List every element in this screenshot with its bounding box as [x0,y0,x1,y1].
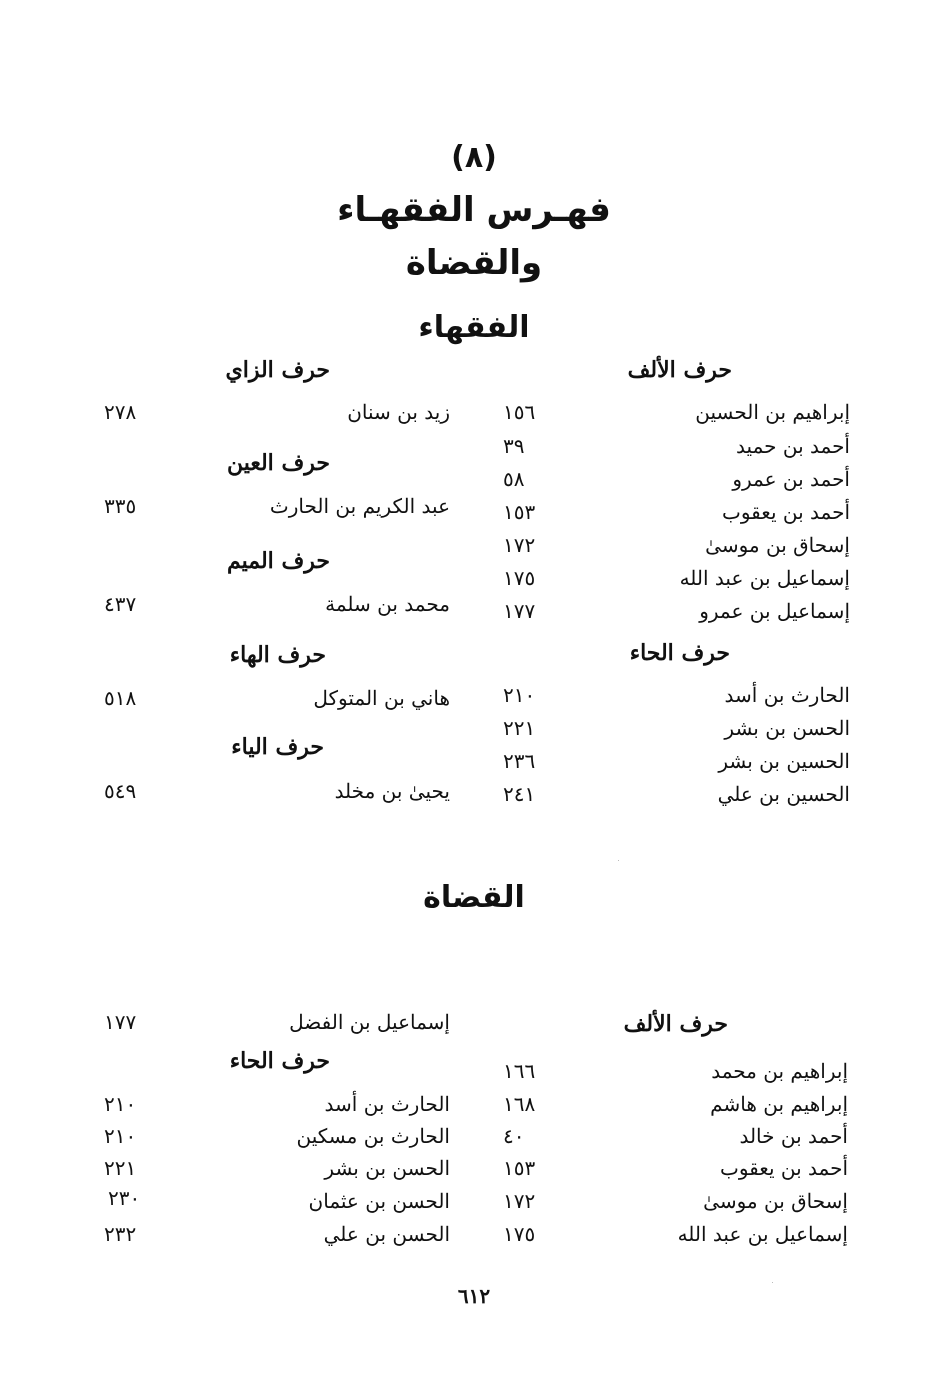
entry-page: ٤٣٧ [104,592,137,616]
entry-name: الحسن بن بشر [324,1156,450,1180]
entry-name: أحمد بن حميد [736,434,850,458]
entry-page: ٣٩ [503,434,525,458]
section-number: (٨) [451,140,497,175]
entry-name: عبد الكريم بن الحارث [269,494,450,518]
entry-name: الحسن بن بشر [724,716,850,740]
entry-name: إسماعيل بن عمرو [699,599,850,623]
entry-page: ١٧٢ [503,533,536,557]
entry-page: ٢٣٢ [104,1222,137,1246]
letter-heading: حرف الزاي [225,357,330,383]
entry-name: أحمد بن يعقوب [722,500,850,524]
entry-name: الحارث بن مسكين [296,1124,450,1148]
entry-name: أحمد بن يعقوب [720,1156,848,1180]
entry-page: ١٥٣ [503,500,536,524]
letter-heading: حرف الألف [623,1011,728,1037]
letter-heading: حرف الميم [226,548,330,574]
entry-name: أحمد بن خالد [739,1124,848,1148]
letter-heading: حرف الحاء [229,1048,330,1074]
entry-name: الحسين بن علي [717,782,850,806]
entry-page: ٥٤٩ [104,779,137,803]
entry-name: إسماعيل بن عبد الله [679,566,850,590]
letter-heading: حرف الحاء [629,640,730,666]
entry-page: ١٦٨ [503,1092,536,1116]
entry-name: إسماعيل بن عبد الله [677,1222,848,1246]
entry-page: ١٧٥ [503,566,536,590]
scan-speck [618,860,619,861]
qudat-section-title: القضاة [423,880,525,915]
entry-name: الحارث بن أسد [724,683,850,707]
entry-page: ١٧٥ [503,1222,536,1246]
entry-page: ٥٨ [503,467,525,491]
entry-name: إسحاق بن موسىٰ [705,533,850,557]
letter-heading: حرف الألف [627,357,732,383]
entry-page: ١٧٢ [503,1189,536,1213]
entry-page: ١٧٧ [104,1010,137,1034]
fuqaha-section-title: الفقهاء [418,310,530,345]
page-title: فهـرس الفقهـاء [337,190,611,230]
entry-page: ٢٣٦ [503,749,536,773]
entry-page: ١٦٦ [503,1059,536,1083]
entry-page: ٢١٠ [104,1124,137,1148]
entry-name: زيد بن سنان [347,400,450,424]
entry-name: أحمد بن عمرو [732,467,850,491]
entry-page: ٢٢١ [503,716,536,740]
entry-page: ٢١٠ [104,1092,137,1116]
entry-name: الحسين بن بشر [718,749,850,773]
entry-name: إبراهيم بن محمد [711,1059,848,1083]
entry-name: الحارث بن أسد [324,1092,450,1116]
entry-page: ٢٤١ [503,782,536,806]
entry-page: ١٥٦ [503,400,536,424]
entry-page: ٢١٠ [503,683,536,707]
entry-name: الحسن بن علي [323,1222,450,1246]
entry-name: هاني بن المتوكل [313,686,450,710]
entry-name: محمد بن سلمة [325,592,450,616]
entry-page: ١٥٣ [503,1156,536,1180]
entry-name: إسماعيل بن الفضل [289,1010,450,1034]
entry-name: إبراهيم بن هاشم [710,1092,848,1116]
scan-speck [772,1282,773,1283]
letter-heading: حرف الياء [231,734,324,760]
entry-page: ١٧٧ [503,599,536,623]
entry-name: إسحاق بن موسىٰ [703,1189,848,1213]
entry-name: الحسن بن عثمان [308,1189,450,1213]
letter-heading: حرف الهاء [229,642,326,668]
page-title-line2: والقضاة [405,243,543,283]
page-number: ٦١٢ [457,1284,491,1308]
entry-name: إبراهيم بن الحسين [695,400,850,424]
entry-page: ٥١٨ [104,686,137,710]
entry-page: ٢٣٠ [108,1186,141,1210]
entry-page: ٢٢١ [104,1156,137,1180]
entry-name: يحيىٰ بن مخلد [334,779,450,803]
letter-heading: حرف العين [226,450,330,476]
entry-page: ٤٠ [503,1124,525,1148]
entry-page: ٢٧٨ [104,400,137,424]
entry-page: ٣٣٥ [104,494,137,518]
